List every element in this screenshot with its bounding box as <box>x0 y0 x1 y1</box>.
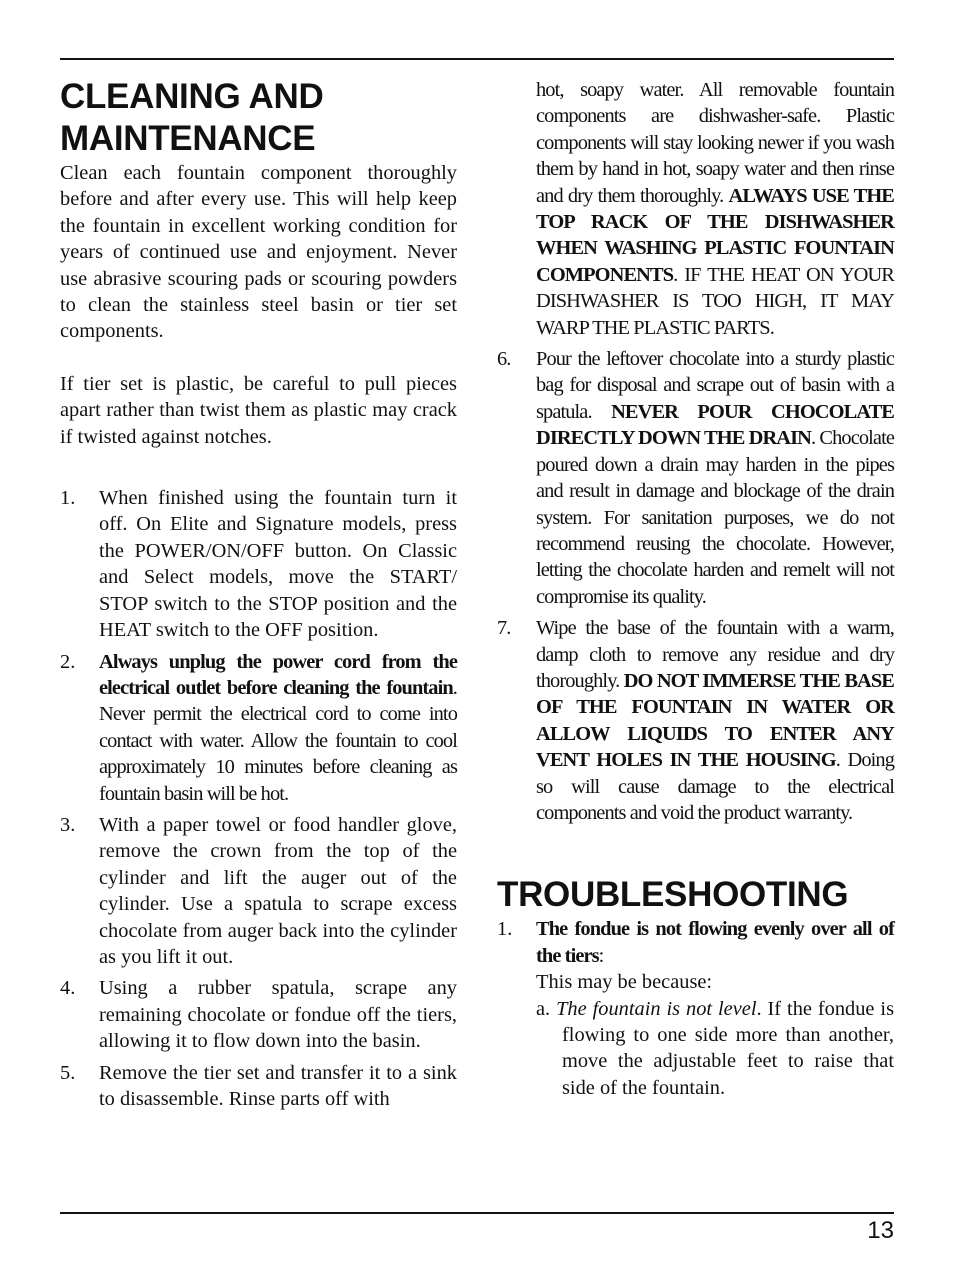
step-warning-tail: . IF THE HEAT ON YOUR DISHWASHER IS TOO HIGH, IT MAY WARP THE PLASTIC PARTS. <box>536 263 894 339</box>
step-number: 6. <box>497 348 511 371</box>
step-number: 2. <box>60 650 76 673</box>
cause-title: The fountain is not level <box>556 997 757 1020</box>
step-3 <box>60 812 457 970</box>
step-text: When finished using the fountain turn it off. On Elite and Signature models, press the POWER/ON/OFF button. On Classic and Select models, move the START/ STOP switch to the STOP position and the HEAT switch to the OFF position. <box>99 487 457 642</box>
step-warning: Always unplug the power cord from the electrical outlet before cleaning the fountain <box>99 650 457 699</box>
step-number: 1. <box>60 487 76 510</box>
step-text: hot, soapy water. All removable fountain components are dishwasher-safe. Plastic components will stay looking newer if you wash them by hand in hot, soapy water and then rinse and dry them thoroughly. <box>536 79 894 207</box>
step-7 <box>497 615 894 826</box>
left-column <box>60 76 457 1112</box>
cause-letter: a. <box>536 997 551 1020</box>
bottom-rule <box>60 1212 894 1214</box>
step-warning: DO NOT IMMERSE THE BASE OF THE FOUNTAIN IN WATER OR ALLOW LIQUIDS TO ENTER ANY VENT HOLES IN THE HOUSING <box>536 669 894 772</box>
step-5 <box>60 1060 457 1113</box>
step-number: 7. <box>497 617 511 640</box>
step-number: 3. <box>60 813 76 836</box>
step-1 <box>60 485 457 643</box>
trouble-item-1 <box>497 916 894 1101</box>
step-text: Wipe the base of the fountain with a warm, damp cloth to remove any residue and dry thoroughly. <box>536 617 894 692</box>
step-text-tail: . Doing so will cause damage to the electrical components and void the product warranty. <box>536 749 894 824</box>
step-text: Using a rubber spatula, scrape any remaining chocolate or fondue off the tiers, allowing it to flow down into the basin. <box>99 977 457 1053</box>
page-number: 13 <box>867 1217 894 1244</box>
step-number: 4. <box>60 977 76 1000</box>
step-2 <box>60 649 457 807</box>
right-column <box>497 77 894 1101</box>
cause-a <box>536 996 894 1102</box>
troubleshooting-heading: TROUBLESHOOTING <box>497 875 849 915</box>
cause-text: . If the fondue is flowing to one side more than another, move the adjustable feet to raise that side of the fountain. <box>562 997 895 1099</box>
step-5-continued <box>497 77 894 341</box>
problem-colon: : <box>598 944 605 967</box>
cleaning-heading: CLEANING AND MAINTENANCE <box>60 77 324 158</box>
step-text-tail: . Chocolate poured down a drain may harden in the pipes and result in damage and blockage of the drain system. For sanitation purposes, we do not recommend reusing the chocolate. However, letting the chocolate harden and remelt will not compromise its quality. <box>536 427 894 608</box>
step-6 <box>497 346 894 610</box>
step-warning: NEVER POUR CHOCOLATE DIRECTLY DOWN THE DRAIN <box>536 400 894 450</box>
top-rule <box>60 58 894 60</box>
cause-intro: This may be because: <box>536 971 713 994</box>
cleaning-intro: Clean each fountain component thoroughly before and after every use. This will help keep the fountain in excellent working condition for years of continued use and enjoyment. Never use abrasive scouring pads or scouring powders to clean the stainless steel basin or tier set components. <box>60 162 457 343</box>
step-warning: ALWAYS USE THE TOP RACK OF THE DISHWASHER WHEN WASHING PLASTIC FOUNTAIN COMPONENTS <box>536 184 894 286</box>
step-text: Remove the tier set and transfer it to a sink to disassemble. Rinse parts off with <box>99 1061 457 1110</box>
plastic-note: If tier set is plastic, be careful to pull pieces apart rather than twist them as plastic may crack if twisted against notches. <box>60 372 457 448</box>
item-number: 1. <box>497 918 513 941</box>
step-4 <box>60 975 457 1054</box>
step-text: With a paper towel or food handler glove, remove the crown from the top of the cylinder and lift the auger out of the cylinder. Use a spatula to scrape excess chocolate from auger back into the cylinder as you lift it out. <box>99 813 457 968</box>
step-text: . Never permit the electrical cord to come into contact with water. Allow the fountain to cool approximately 10 minutes before cleaning as fountain basin will be hot. <box>99 676 457 805</box>
step-text: Pour the leftover chocolate into a sturdy plastic bag for disposal and scrape out of basin with a spatula. <box>536 348 894 423</box>
step-number: 5. <box>60 1061 76 1084</box>
problem-title: The fondue is not flowing evenly over all of the tiers <box>536 918 894 967</box>
